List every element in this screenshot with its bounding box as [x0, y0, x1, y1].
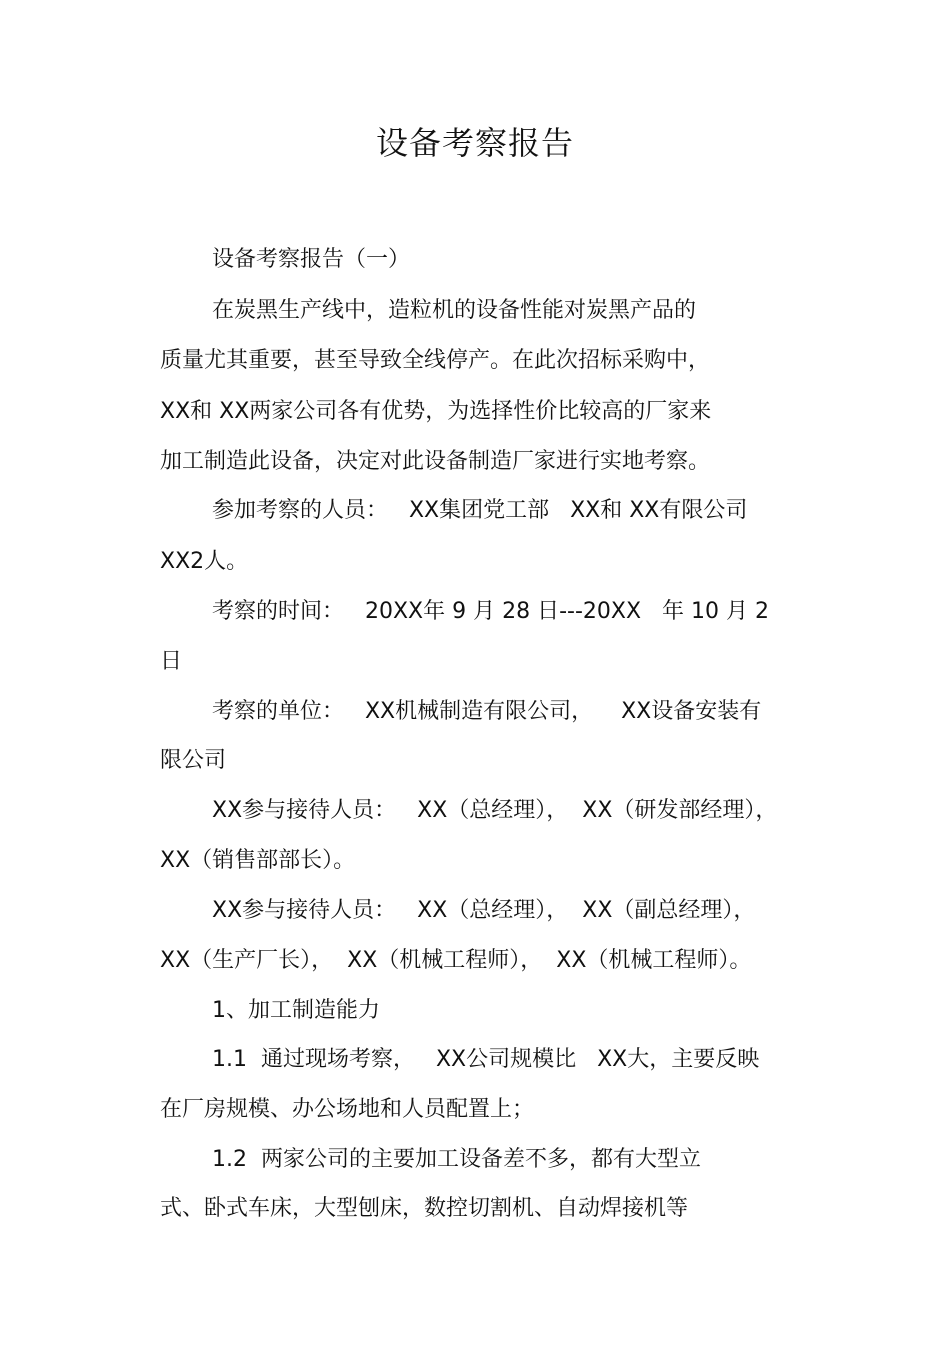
paragraph-line: XX（销售部部长）。 — [160, 848, 356, 873]
paragraph-line: 1.1 通过现场考察， XX公司规模比 XX大，主要反映 — [212, 1047, 760, 1072]
section-heading: 1、加工制造能力 — [212, 998, 380, 1023]
paragraph-line: 1.2 两家公司的主要加工设备差不多，都有大型立 — [212, 1147, 701, 1172]
paragraph-line: XX2人。 — [160, 549, 249, 574]
paragraph-line: 考察的时间： 20XX年 9 月 28 日---20XX 年 10 月 2 — [212, 599, 769, 624]
document-title: 设备考察报告 — [375, 124, 574, 162]
paragraph-line: 限公司 — [160, 748, 227, 773]
paragraph-line: 质量尤其重要，甚至导致全线停产。在此次招标采购中， — [160, 348, 711, 373]
paragraph-line: 参加考察的人员： XX集团党工部 XX和 XX有限公司 — [212, 498, 748, 523]
paragraph-line: 考察的单位： XX机械制造有限公司， XX设备安装有 — [212, 699, 762, 724]
paragraph-line: XX和 XX两家公司各有优势，为选择性价比较高的厂家来 — [160, 399, 712, 424]
paragraph-line: 加工制造此设备，决定对此设备制造厂家进行实地考察。 — [160, 449, 711, 474]
paragraph-line: 在炭黑生产线中，造粒机的设备性能对炭黑产品的 — [212, 298, 697, 323]
section-heading: 设备考察报告（一） — [212, 247, 411, 272]
paragraph-line: 日 — [160, 649, 183, 674]
paragraph-line: 在厂房规模、办公场地和人员配置上； — [160, 1097, 535, 1122]
paragraph-line: XX参与接待人员： XX（总经理）， XX（研发部经理）， — [212, 798, 778, 823]
paragraph-line: XX参与接待人员： XX（总经理）， XX（副总经理）， — [212, 898, 756, 923]
paragraph-line: XX（生产厂长）， XX（机械工程师）， XX（机械工程师）。 — [160, 948, 752, 973]
paragraph-line: 式、卧式车床，大型刨床，数控切割机、自动焊接机等 — [160, 1196, 689, 1221]
